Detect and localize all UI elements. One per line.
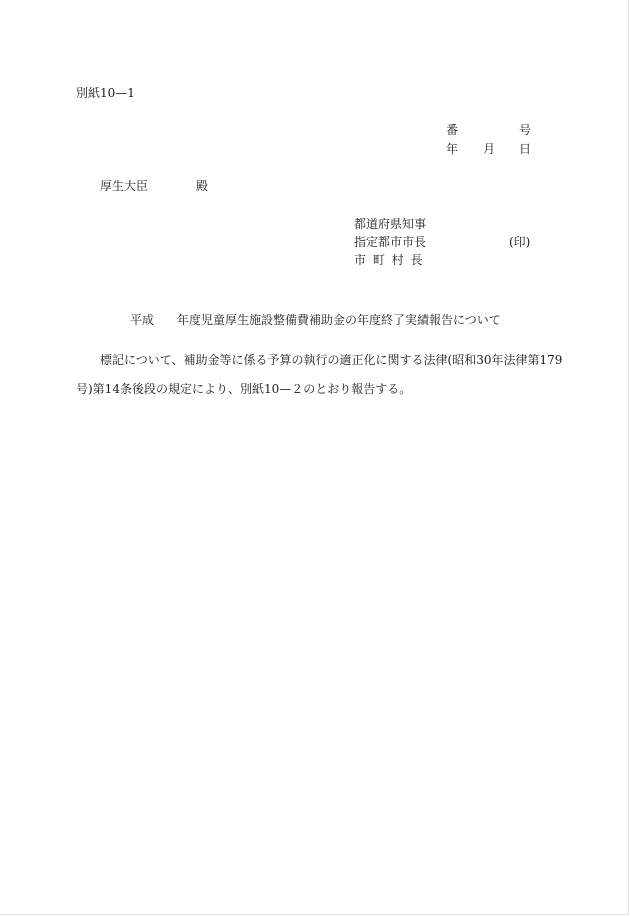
addressee-name: 厚生大臣 — [100, 179, 149, 193]
form-number: 別紙10—1 — [76, 86, 135, 100]
body-line-2: 号)第14条後段の規定により、別紙10—２のとおり報告する。 — [76, 382, 412, 396]
title-subject: 年度児童厚生施設整備費補助金の年度終了実績報告について — [177, 313, 501, 327]
sender-municipal-head: 市 町 村 長 — [354, 253, 423, 267]
year-label: 年 — [446, 142, 459, 156]
number-label: 番 — [446, 123, 459, 137]
body-line-1: 標記について、補助金等に係る予算の執行の適正化に関する法律(昭和30年法律第179 — [100, 353, 563, 367]
month-label: 月 — [483, 142, 496, 156]
title-era: 平成 — [130, 313, 155, 327]
number-suffix: 号 — [519, 123, 532, 137]
seal-mark: (印) — [509, 235, 531, 249]
day-label: 日 — [519, 142, 532, 156]
sender-city-mayor: 指定都市市長 — [354, 235, 427, 249]
sender-prefectural-governor: 都道府県知事 — [354, 217, 427, 231]
addressee-honorific: 殿 — [196, 179, 209, 193]
